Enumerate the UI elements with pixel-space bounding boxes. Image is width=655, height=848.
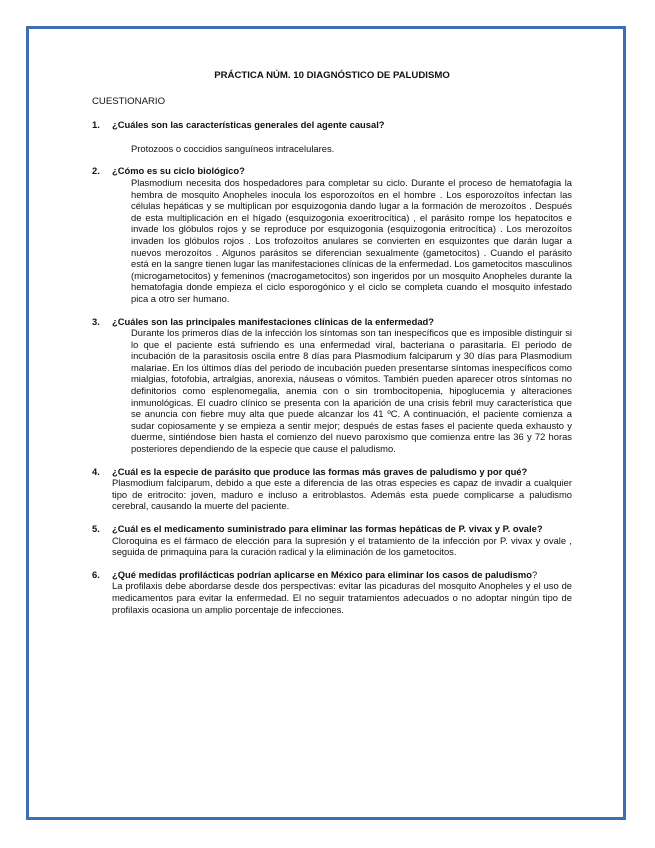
question-number: 2. (92, 165, 100, 177)
answer-text: Durante los primeros días de la infección los síntomas son tan inespecíficos que es imposible distinguir si lo que el paciente está sufriendo es una enfermedad viral, bacteriana o parasitaria. El periodo de incubación de la parasitosis oscila entre 8 días para Plasmodium falciparum y 30 días para Plasmodium malariae. En los últimos días del periodo de incubación pueden presentarse síntomas inespecíficos como mialgias, fotofobia, artralgias, anorexia, náuseas o vómitos. También pueden aparecer otros síntomas no definitorios como esplenomegalia, anemia con o sin trombocitopenia, hipoglucemia y alteraciones inmunológicas. El cuadro clínico se presenta con la aparición de una crisis febril muy característica que se anuncia con fiebre muy alta que puede alcanzar los 41 ºC. A continuación, el paciente comienza a sudar copiosamente y se empieza a sentir mejor; después de estas fases el paciente queda exhausto y duerme, sintiéndose bien hasta el comienzo del nuevo paroxismo que comienza entre las 36 y 72 horas posteriores dependiendo de la especie que cause el paludismo. (131, 327, 572, 455)
question-text (112, 569, 572, 581)
question-3 (92, 316, 572, 455)
section-heading: CUESTIONARIO (92, 95, 166, 107)
question-text: ¿Cuál es la especie de parásito que produce las formas más graves de paludismo y por qué? (112, 465, 528, 477)
document-title: PRÁCTICA NÚM. 10 DIAGNÓSTICO DE PALUDISMO (214, 70, 450, 81)
question-text: ¿Cuáles son las principales manifestaciones clínicas de la enfermedad? (112, 315, 434, 327)
question-number: 1. (92, 119, 100, 131)
question-1 (92, 119, 572, 154)
question-text-tail: ? (531, 568, 538, 580)
answer-text: Plasmodium necesita dos hospedadores para completar su ciclo. Durante el proceso de hematofagia la hembra de mosquito Anopheles inocula los esporozoítos en el hombre . Los esporozoítos infectan las células hepáticas y se multiplican por esquizogonia dando lugar a la formación de merozoítos . Después de esta multiplicación en el hígado (esquizogonia exoeritrocítica) , el parásito rompe los hepatocitos e invade los glóbulos rojos y se reproduce por esquizogonia (esquizogonia eritrocítica) . Los merozoítos invaden los glóbulos rojos . Los trofozoítos anulares se convierten en esquizontes que darán lugar a nuevos merozoítos . Algunos parásitos se diferencian sexualmente (gametocitos) . Cuando el parásito está en la sangre tienen lugar las manifestaciones clínicas de la enfermedad. Los gametocitos masculinos (microgametocitos) y femeninos (macrogametocitos) son ingeridos por un mosquito Anopheles durante la hematofagia donde empieza el ciclo esporogónico y el ciclo se completa cuando el mosquito infestado pica a otro ser humano. (131, 176, 572, 304)
answer-text: Plasmodium falciparum, debido a que este a diferencia de las otras especies es capaz de invadir a cualquier tipo de eritrocito: joven, maduro e incluso a eritroblastos. Además esta puede complicarse a paludismo cerebral, causando la muerte del paciente. (112, 477, 572, 512)
question-text-main: ¿Qué medidas profilácticas podrían aplicarse en México para eliminar los casos de paludismo (112, 568, 532, 580)
answer-text: Cloroquina es el fármaco de elección para la supresión y el tratamiento de la infección por P. vivax y ovale , seguida de primaquina para la curación radical y la eliminación de los gametocitos. (112, 534, 572, 558)
question-number: 3. (92, 315, 100, 327)
question-text: ¿Cuál es el medicamento suministrado para eliminar las formas hepáticas de P. vivax y P. ovale? (112, 523, 543, 534)
question-5 (92, 523, 572, 558)
question-number: 6. (92, 568, 100, 580)
question-text: ¿Cómo es su ciclo biológico? (112, 165, 245, 177)
question-4 (92, 466, 572, 512)
question-2 (92, 165, 572, 304)
question-text: ¿Cuáles son las características generales del agente causal? (112, 119, 385, 131)
question-number: 4. (92, 465, 100, 477)
question-number: 5. (92, 523, 100, 534)
question-6 (92, 569, 572, 615)
document-body (92, 70, 572, 626)
answer-text: La profilaxis debe abordarse desde dos perspectivas: evitar las picaduras del mosquito Anopheles y el uso de medicamentos para evitar la enfermedad. El no seguir tratamientos adecuados o no adoptar ningún tipo de profilaxis ocasiona un amplio porcentaje de infecciones. (112, 580, 572, 615)
answer-text: Protozoos o coccidios sanguíneos intracelulares. (131, 142, 335, 154)
